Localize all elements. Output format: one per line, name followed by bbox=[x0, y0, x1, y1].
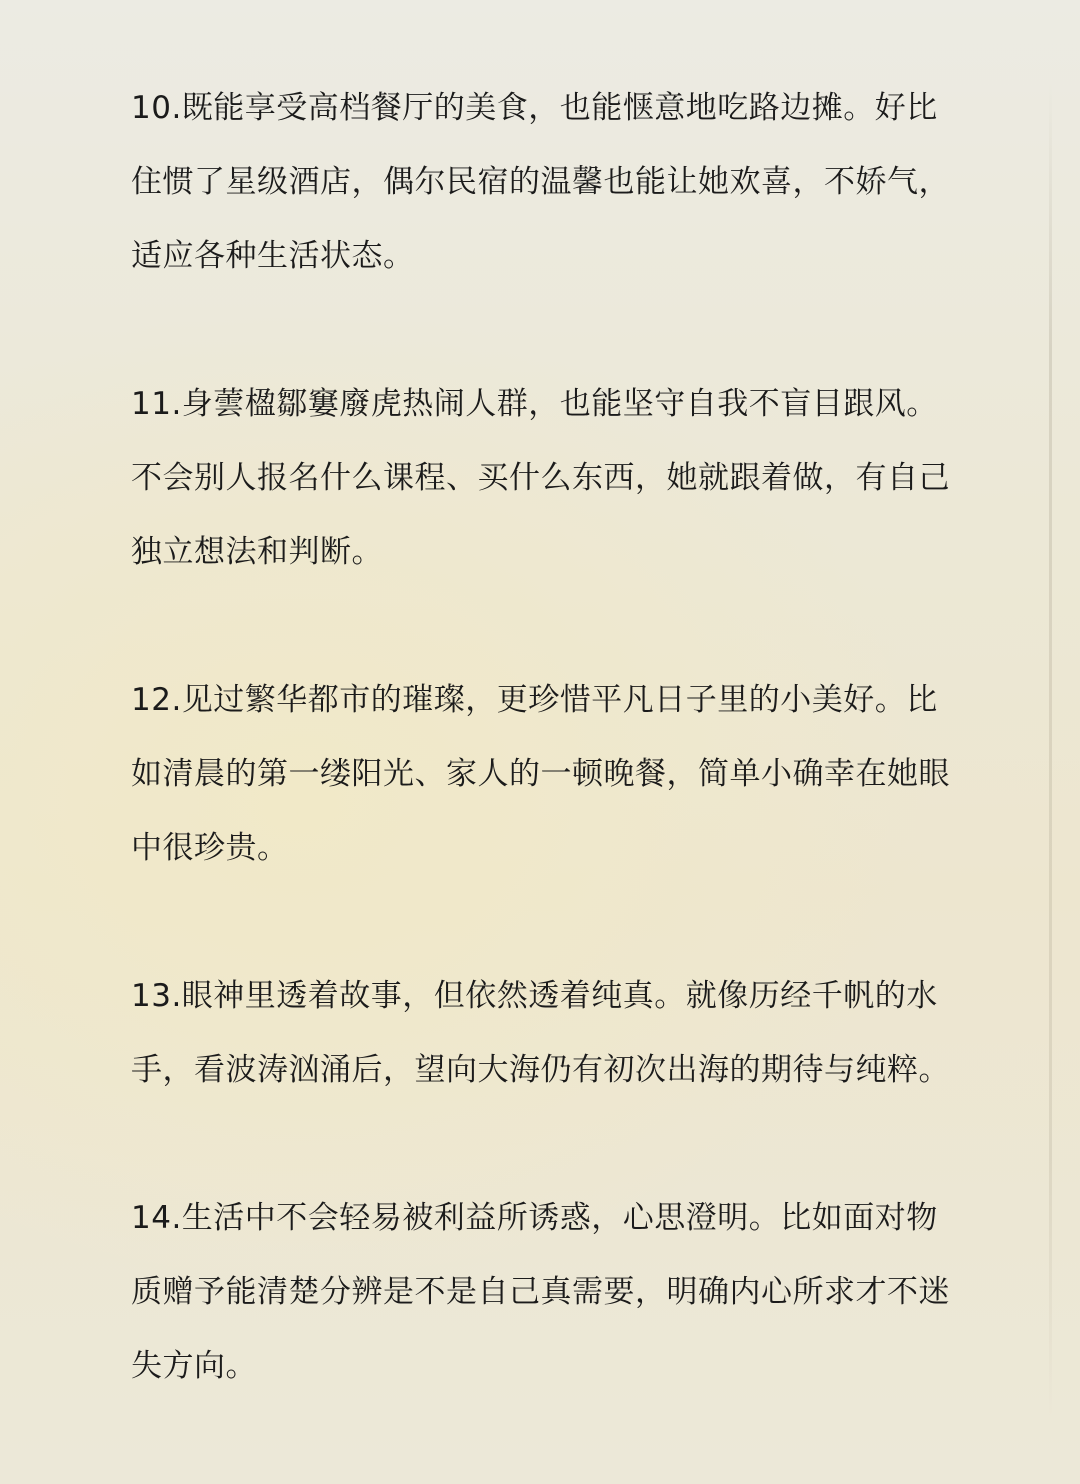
paragraph-13: 13.眼神里透着故事，但依然透着纯真。就像历经千帆的水 手，看波涛汹涌后，望向大海仍有初次出海的期待与纯粹。 bbox=[131, 978, 950, 1088]
paragraph-11: 11.身蕓楹鄒窶廢虎热闹人群，也能坚守自我不盲目跟风。 不会别人报名什么课程、买什么东西，她就跟着做，有自己 独立想法和判断。 bbox=[131, 386, 950, 570]
page-edge-shadow bbox=[1049, 80, 1052, 1420]
paragraph-14: 14.生活中不会轻易被利益所诱惑，心思澄明。比如面对物 质赠予能清楚分辨是不是自己真需要，明确内心所求才不迷 失方向。 bbox=[131, 1200, 950, 1384]
paragraph-10: 10.既能享受高档餐厅的美食，也能惬意地吃路边摊。好比 住惯了星级酒店，偶尔民宿的温馨也能让她欢喜，不娇气， 适应各种生活状态。 bbox=[131, 90, 950, 274]
paragraph-12: 12.见过繁华都市的璀璨，更珍惜平凡日子里的小美好。比 如清晨的第一缕阳光、家人的一顿晚餐，简单小确幸在她眼 中很珍贵。 bbox=[131, 682, 950, 866]
